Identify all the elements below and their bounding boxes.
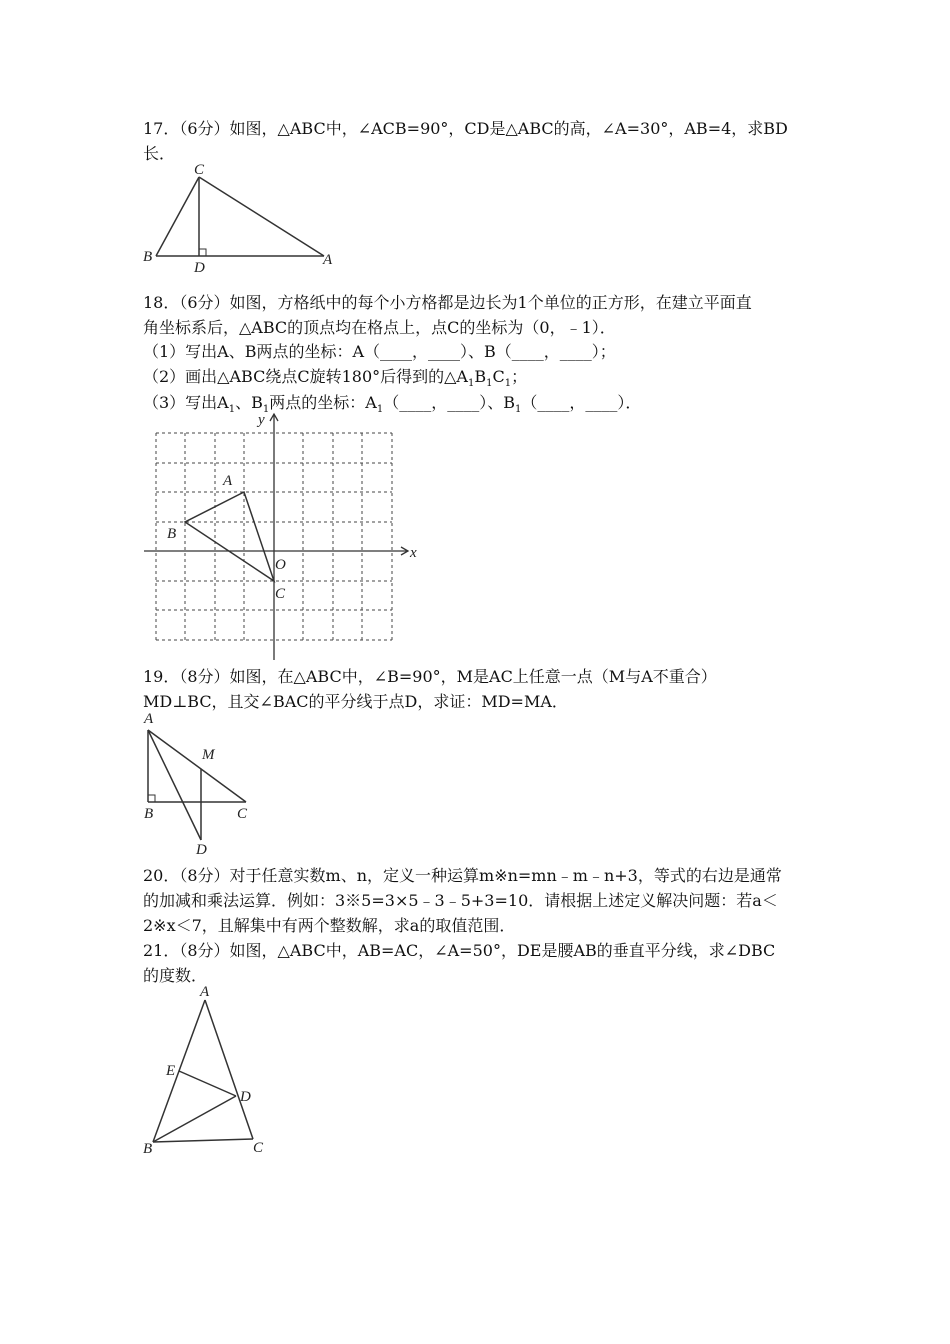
q21-label-d: D (240, 1089, 251, 1105)
q18-text-line5: （3）写出$A_1$、$B_1$两点的坐标：$A_1(\_\_\_\_$，____）、$B_1(\_\_\_\_$，____）． (143, 393, 642, 416)
q21-label-e: E (166, 1063, 176, 1079)
q18-label-y: y (258, 412, 265, 428)
q21-segment-bd (153, 1096, 236, 1142)
q19-segment-ac (148, 730, 246, 802)
q18-grid-figure (140, 410, 430, 665)
q20-text-line3: 2※x＜7，且解集中有两个整数解，求a的取值范围． (143, 916, 516, 935)
q19-label-a: A (144, 711, 154, 727)
q18-text-line3: （1）写出A、B两点的坐标：A（____，____）、B（____，____）； (143, 342, 616, 361)
q19-label-m: M (202, 747, 215, 763)
q21-label-a: A (200, 984, 210, 1000)
q19-label-d: D (196, 842, 207, 858)
q17-text-line1: 17．（6分）如图，△ABC中，∠ACB=90°，CD是△ABC的高，∠A=30°，AB=4，求BD (143, 119, 788, 138)
q21-text-line1: 21．（8分）如图，△ABC中，AB=AC，∠A=50°，DE是腰AB的垂直平分线，求∠DBC (143, 941, 776, 960)
q21-segment-ed (179, 1071, 236, 1096)
q18-text-line1: 18．（6分）如图，方格纸中的每个小方格都是边长为1个单位的正方形，在建立平面直 (143, 293, 752, 312)
q18-text-line2: 角坐标系后，△ABC的顶点均在格点上，点C的坐标为（0，﹣1）． (143, 318, 616, 337)
q18-label-c: C (275, 586, 286, 602)
q17-figure (140, 160, 340, 275)
q21-segment-bc (153, 1139, 253, 1142)
q18-text-line4: （2）画出△ABC绕点C旋转180°后得到的$\triangle A_1B_1C_1$； (143, 367, 528, 390)
q18-triangle-abc (185, 492, 274, 581)
q17-right-angle-mark (199, 249, 206, 256)
q21-text-line2: 的度数． (143, 966, 208, 985)
q21-label-b: B (143, 1141, 153, 1157)
q19-figure (140, 708, 260, 858)
q17-label-d: D (194, 260, 205, 276)
q17-text-line2: 长． (143, 144, 176, 163)
q18-label-b: B (167, 526, 177, 542)
q18-label-x: x (410, 545, 417, 561)
q17-label-a: A (323, 252, 333, 268)
q19-label-b: B (144, 806, 154, 822)
q19-label-c: C (237, 806, 248, 822)
q18-label-o: O (275, 557, 286, 573)
q17-segment-bc (156, 177, 199, 256)
q19-text-line1: 19．（8分）如图，在△ABC中，∠B=90°，M是AC上任意一点（M与A不重合） (143, 667, 717, 686)
q17-label-b: B (143, 249, 153, 265)
q19-right-angle-mark (148, 795, 155, 802)
q17-segment-ca (199, 177, 324, 256)
q17-label-c: C (194, 162, 205, 178)
q21-figure (140, 982, 280, 1162)
q19-text-line2: MD⊥BC，且交∠BAC的平分线于点D，求证：MD=MA． (143, 692, 568, 711)
q20-text-line1: 20．（8分）对于任意实数m、n，定义一种运算m※n=mn﹣m﹣n+3，等式的右边是通常 (143, 866, 782, 885)
q21-label-c: C (253, 1140, 264, 1156)
q20-text-line2: 的加减和乘法运算．例如：3※5=3×5﹣3﹣5+3=10．请根据上述定义解决问题：若a＜ (143, 891, 778, 910)
q18-label-a: A (223, 473, 233, 489)
q19-segment-ad (148, 730, 201, 840)
q21-segment-ac (205, 1000, 253, 1139)
